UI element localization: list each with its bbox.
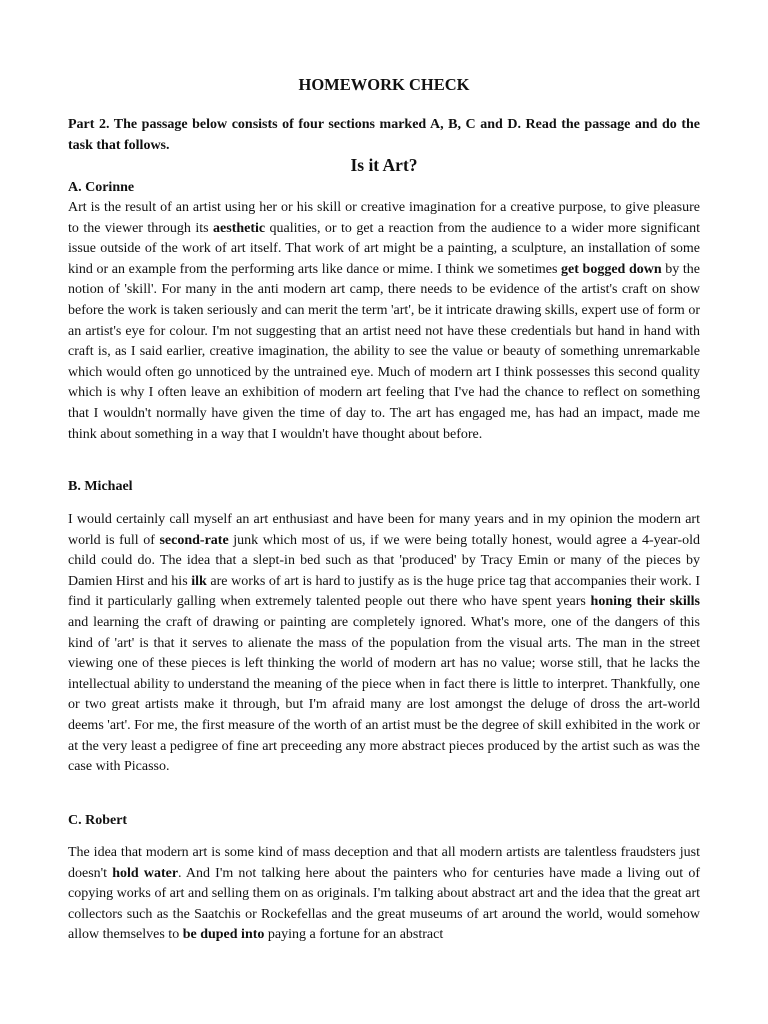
section-a-paragraph: [68, 198, 700, 445]
document-title: HOMEWORK CHECK: [298, 75, 470, 94]
bold-term: hold water: [112, 865, 179, 881]
section-b-paragraph: [68, 510, 700, 778]
bold-term: aesthetic: [213, 220, 266, 236]
text-run: junk which most of us, if we were being totally honest, would agree a 4-year-old child could do. The idea that a slept-in bed such as that 'produced' by Tracy Emin or many of the pieces by Damien Hirst and his: [68, 532, 700, 589]
bold-term: be duped into: [182, 927, 265, 943]
text-run: and learning the craft of drawing or painting are completely ignored. What's more, one of the dangers of this kind of 'art' is that it serves to alienate the mass of the population from the visual arts. The man in the street viewing one of these pieces is left thinking the world of modern art has no value; worse still, that he lacks the intellectual ability to understand the meaning of the piece when in fact there is little to interpret. Thankfully, one or two great artists make it through, but I'm afraid many are lost amongst the deluge of dross the art-world deems 'art'. For me, the first measure of the worth of an artist must be the degree of skill exhibited in the work or at the very least a pedigree of fine art preceeding any more abstract pieces produced by the artist such as was the case with Picasso.: [68, 614, 700, 775]
bold-term: get bogged down: [561, 261, 662, 277]
text-run: Art is the result of an artist using her or his skill or creative imagination for a creative purpose, to give pleasure to the viewer through its: [68, 200, 700, 236]
bold-term: honing their skills: [590, 594, 700, 610]
section-c-paragraph: [68, 843, 700, 946]
bold-term: ilk: [191, 573, 207, 589]
section-b-heading: B. Michael: [68, 479, 133, 494]
text-run: . And I'm not talking here about the painters who for centuries have made a living out of copying works of art and selling them on as originals. I'm talking about abstract art and the idea that the great art collectors such as the Saatchis or Rockefellas and the great museums of art around the world, would somehow allow themselves to: [68, 865, 700, 943]
section-a-heading: A. Corinne: [68, 180, 135, 195]
section-c-heading: C. Robert: [68, 813, 128, 828]
text-run: I would certainly call myself an art enthusiast and have been for many years and in my opinion the modern art world is full of: [68, 512, 700, 548]
text-run: are works of art is hard to justify as is the huge price tag that accompanies their work. I find it particularly galling when extremely talented people out there who have spent years: [68, 573, 700, 610]
article-title: Is it Art?: [350, 155, 418, 175]
text-run: qualities, or to get a reaction from the audience to a wider more significant issue outside of the work of art itself. That work of art might be a painting, a sculpture, an installation of some kind or an example from the performing arts like dance or mime. I think we sometimes: [68, 220, 700, 277]
text-run: paying a fortune for an abstract: [264, 927, 444, 943]
bold-term: second-rate: [159, 532, 229, 548]
text-run: by the notion of 'skill'. For many in the anti modern art camp, there needs to be evidence of the artist's craft on show before the work is taken seriously and can merit the term 'art', be it intricate drawing skills, expert use of form or an artist's eye for colour. I'm not suggesting that an artist need not have these credentials but hand in hand with craft is, as I said earlier, creative imagination, the ability to see the value or beauty of something unremarkable which would often go unnoticed by the untrained eye. Much of modern art I think possesses this second quality which is why I often leave an exhibition of modern art feeling that I've had the chance to reflect on something that I wouldn't normally have given the time of day to. The art has engaged me, has had an impact, made me think about something in a way that I wouldn't have thought about before.: [68, 261, 700, 442]
text-run: The idea that modern art is some kind of mass deception and that all modern artists are talentless fraudsters just doesn't: [68, 845, 700, 881]
task-instructions: Part 2. The passage below consists of four sections marked A, B, C and D. Read the passage and do the task that follows.: [68, 117, 700, 153]
